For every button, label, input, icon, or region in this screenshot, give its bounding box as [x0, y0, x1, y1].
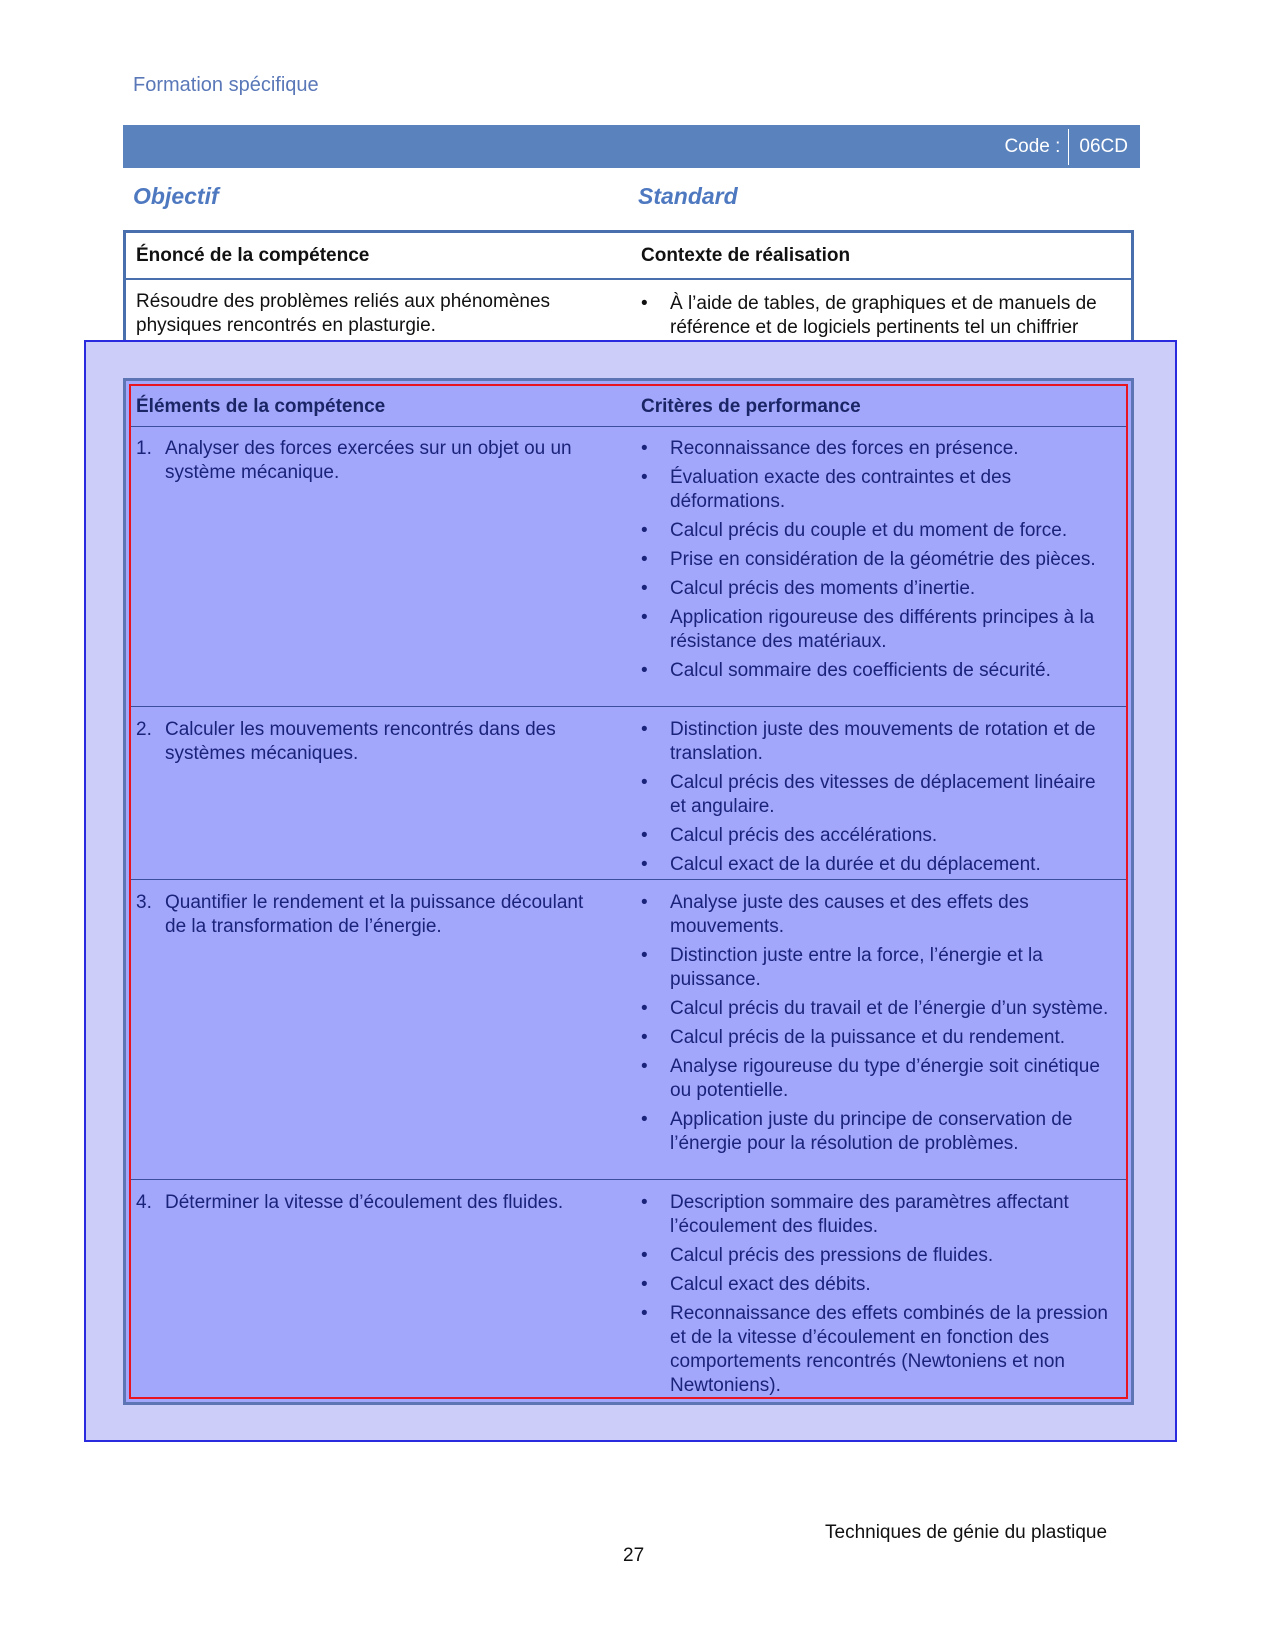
criterion: • Description sommaire des paramètres affectant l’écoulement des fluides.	[641, 1191, 1111, 1239]
criterion: • Application juste du principe de conservation de l’énergie pour la résolution de problèmes.	[641, 1108, 1111, 1156]
criterion: • Prise en considération de la géométrie des pièces.	[641, 548, 1111, 572]
criterion: • Distinction juste entre la force, l’énergie et la puissance.	[641, 944, 1111, 992]
element-text: Analyser des forces exercées sur un objet ou un système mécanique.	[165, 438, 572, 483]
element-number: 1.	[136, 438, 152, 459]
criterion: • Calcul exact des débits.	[641, 1273, 1111, 1297]
element-number: 4.	[136, 1192, 152, 1213]
code-label: Code :	[1004, 135, 1061, 157]
elements-table-highlight	[129, 384, 1128, 1399]
statement-header	[126, 233, 1131, 280]
criterion: • Calcul précis des moments d’inertie.	[641, 577, 1111, 601]
context-text: À l’aide de tables, de graphiques et de manuels de référence et de logiciels pertinents tel un chiffrier	[670, 293, 1097, 338]
elements-header	[131, 386, 1126, 427]
element-text: Déterminer la vitesse d’écoulement des fluides.	[165, 1192, 564, 1213]
element-text: Calculer les mouvements rencontrés dans des systèmes mécaniques.	[165, 719, 556, 764]
table-row	[131, 426, 1126, 706]
code-bar	[123, 125, 1140, 168]
element-3	[136, 891, 601, 939]
criterion: • Calcul sommaire des coefficients de sécurité.	[641, 659, 1111, 683]
criterion: • Reconnaissance des forces en présence.	[641, 437, 1111, 461]
criterion: • Calcul précis de la puissance et du rendement.	[641, 1026, 1111, 1050]
table-row	[131, 1179, 1126, 1400]
table-row	[131, 879, 1126, 1180]
criterion: • Calcul précis du couple et du moment de force.	[641, 519, 1111, 543]
criterion: • Calcul précis des accélérations.	[641, 824, 1111, 848]
element-text: Quantifier le rendement et la puissance découlant de la transformation de l’énergie.	[165, 892, 584, 937]
criterion: • Application rigoureuse des différents principes à la résistance des matériaux.	[641, 606, 1111, 654]
element-1	[136, 437, 601, 485]
page-header: Formation spécifique	[133, 74, 319, 96]
criterion: • Calcul exact de la durée et du déplacement.	[641, 853, 1111, 877]
footer-program: Techniques de génie du plastique	[825, 1522, 1108, 1543]
criteria-header-label: Critères de performance	[641, 396, 861, 417]
criteria-list	[641, 1191, 1111, 1403]
criterion: • Calcul précis des vitesses de déplacement linéaire et angulaire.	[641, 771, 1111, 819]
bullet-icon: •	[641, 293, 648, 314]
criterion: • Distinction juste des mouvements de rotation et de translation.	[641, 718, 1111, 766]
criterion: • Calcul précis du travail et de l’énergie d’un système.	[641, 997, 1111, 1021]
element-number: 3.	[136, 892, 152, 913]
objectif-title: Objectif	[133, 183, 219, 209]
table-row	[131, 706, 1126, 880]
criterion: • Reconnaissance des effets combinés de la pression et de la vitesse d’écoulement en fonction des comportements rencontrés (Newtoniens et non Newtoniens).	[641, 1302, 1111, 1398]
section-titles	[133, 183, 1113, 213]
elements-header-label: Éléments de la compétence	[136, 396, 386, 417]
context-header: Contexte de réalisation	[641, 245, 851, 266]
criterion: • Calcul précis des pressions de fluides.	[641, 1244, 1111, 1268]
criteria-list	[641, 437, 1111, 688]
element-2	[136, 718, 601, 766]
criterion: • Évaluation exacte des contraintes et des déformations.	[641, 466, 1111, 514]
elements-table	[123, 378, 1134, 1405]
standard-title: Standard	[638, 183, 738, 209]
criteria-list	[641, 891, 1111, 1161]
criteria-list	[641, 718, 1111, 882]
competence-header: Énoncé de la compétence	[136, 245, 370, 266]
element-4	[136, 1191, 601, 1215]
element-number: 2.	[136, 719, 152, 740]
page-number: 27	[623, 1545, 645, 1566]
code-value: 06CD	[1079, 135, 1128, 157]
criterion: • Analyse rigoureuse du type d’énergie soit cinétique ou potentielle.	[641, 1055, 1111, 1103]
criterion: • Analyse juste des causes et des effets des mouvements.	[641, 891, 1111, 939]
competence-statement: Résoudre des problèmes reliés aux phénomènes physiques rencontrés en plasturgie.	[136, 291, 551, 336]
